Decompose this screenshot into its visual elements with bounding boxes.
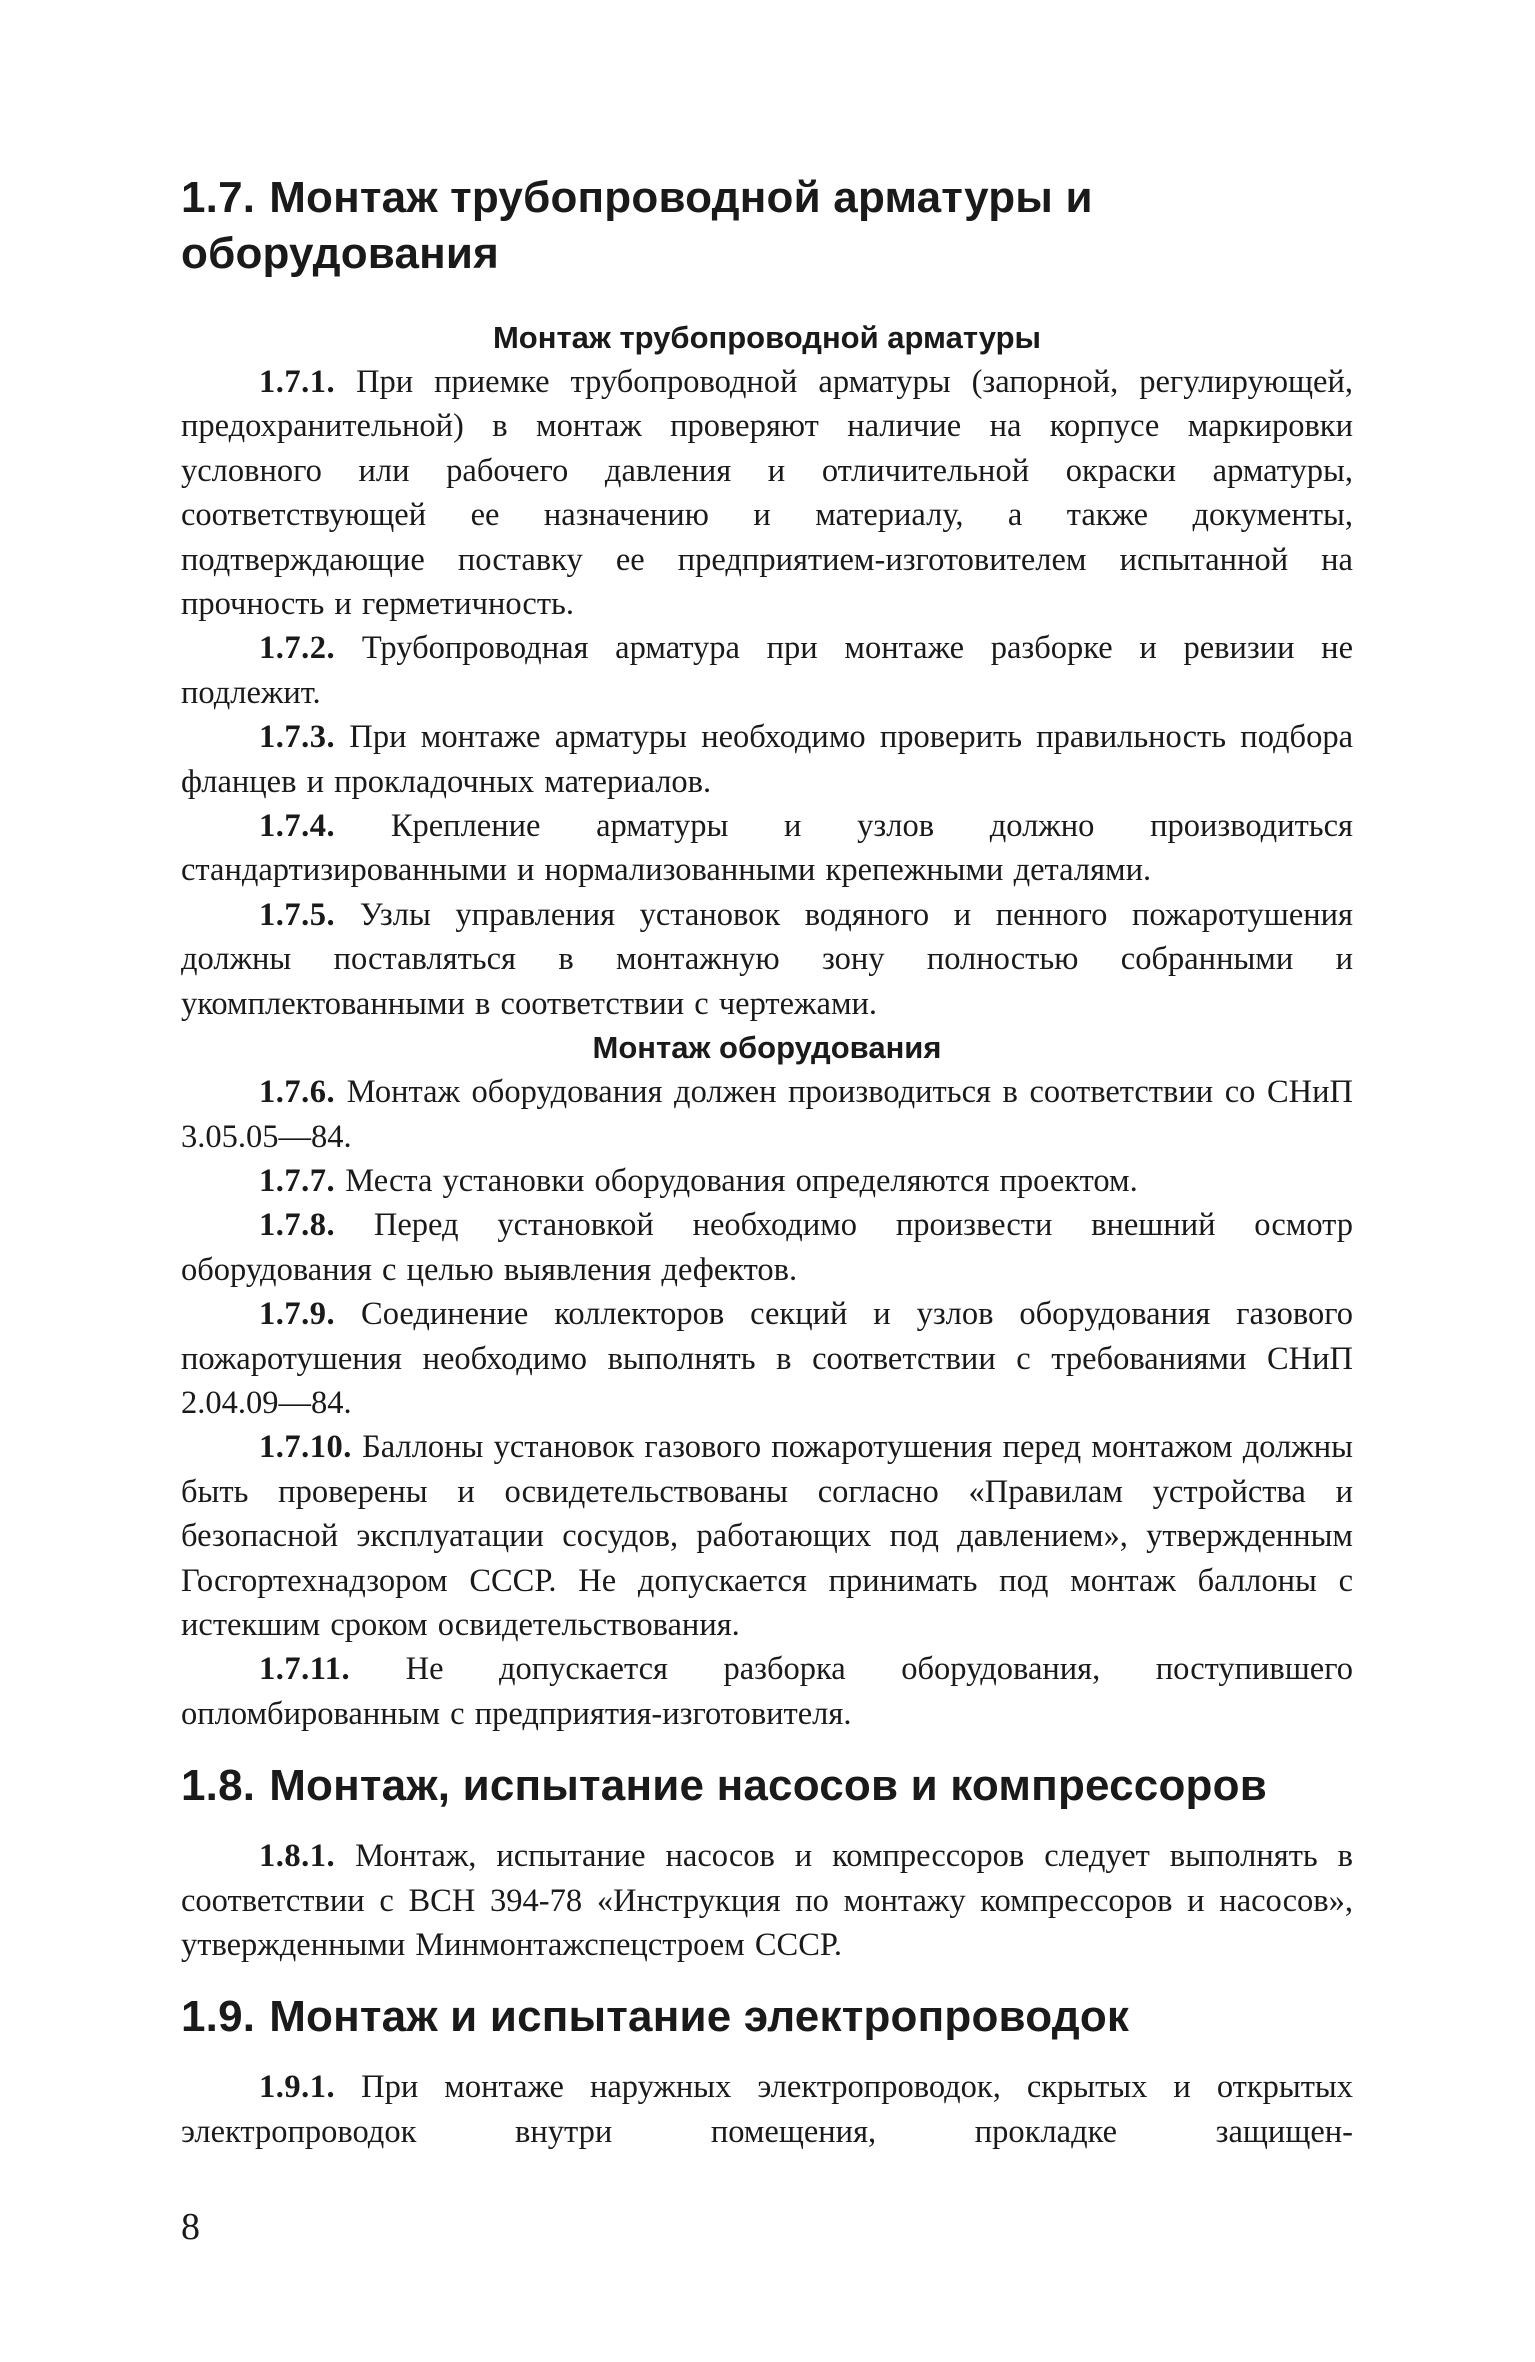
subheading-fittings: Монтаж трубопроводной арматуры <box>492 320 1042 355</box>
paragraph-text: Перед установкой необходимо произвести внешний осмотр оборудования с целью выявления дефектов. <box>181 1207 1353 1288</box>
paragraph-1-7-2 <box>181 626 1353 715</box>
paragraph-text: При монтаже арматуры необходимо проверить правильность подбора фланцев и прокладочных материалов. <box>181 719 1354 800</box>
paragraph-number: 1.7.4. <box>259 808 336 845</box>
section-title: Монтаж, испытание насосов и компрессоров <box>269 1761 1267 1811</box>
paragraph-1-7-9 <box>181 1292 1353 1425</box>
section-title: Монтаж и испытание электропроводок <box>269 1992 1130 2042</box>
paragraph-text: Не допускается разборка оборудования, поступившего опломбированным с предприятия-изготовителя. <box>181 1651 1353 1732</box>
paragraph-text: Баллоны установок газового пожаротушения перед монтажом должны быть проверены и освидетельствованы согласно «Правилам устройства и безопасной эксплуатации сосудов, работающих под давлением», утвержденным Госгортехнадзором СССР. Не допускается принимать под монтаж баллоны с истекшим сроком освидетельствования. <box>181 1429 1353 1643</box>
paragraph-text: При приемке трубопроводной арматуры (запорной, регулирующей, предохранительной) в монтаж проверяют наличие на корпусе маркировки условного или рабочего давления и отличительной окраски арматуры, соответствующей ее назначению и материалу, а также документы, подтверждающие поставку ее предприятием-изготовителем испытанной на прочность и герметичность. <box>181 364 1353 623</box>
paragraph-1-7-11 <box>181 1647 1353 1736</box>
paragraph-1-7-10 <box>181 1425 1353 1647</box>
paragraph-number: 1.7.3. <box>259 719 336 756</box>
paragraph-1-7-6 <box>181 1070 1353 1159</box>
paragraph-number: 1.7.5. <box>259 896 336 933</box>
paragraph-text: Монтаж, испытание насосов и компрессоров следует выполнять в соответствии с ВСН 394-78 «Инструкция по монтажу компрессоров и насосов», утвержденными Минмонтажспецстроем СССР. <box>181 1838 1353 1963</box>
page-number: 8 <box>181 2206 200 2248</box>
paragraph-number: 1.7.6. <box>259 1074 336 1111</box>
paragraph-number: 1.7.1. <box>259 364 336 400</box>
paragraph-1-7-5 <box>181 893 1353 1026</box>
paragraph-1-7-7 <box>181 1159 1353 1203</box>
paragraph-number: 1.8.1. <box>259 1838 336 1875</box>
section-number: 1.9. <box>181 1992 256 2042</box>
paragraph-1-9-1 <box>181 2065 1353 2154</box>
paragraph-text: Крепление арматуры и узлов должно производиться стандартизированными и нормализованными крепежными деталями. <box>181 808 1353 889</box>
paragraph-number: 1.7.8. <box>259 1207 336 1244</box>
paragraph-text: Соединение коллекторов секций и узлов оборудования газового пожаротушения необходимо выполнять в соответствии с требованиями СНиП 2.04.09—84. <box>181 1296 1353 1421</box>
subheading-equipment: Монтаж оборудования <box>592 1030 942 1066</box>
paragraph-text: При монтаже наружных электропроводок, скрытых и открытых электропроводок внутри помещения, прокладке защищен- <box>181 2069 1354 2150</box>
paragraph-number: 1.7.7. <box>259 1162 336 1199</box>
paragraph-1-7-8 <box>181 1203 1353 1292</box>
page-body <box>181 170 1353 2154</box>
paragraph-text: Места установки оборудования определяются проектом. <box>345 1162 1138 1199</box>
paragraph-1-8-1 <box>181 1834 1353 1967</box>
paragraph-text: Узлы управления установок водяного и пенного пожаротушения должны поставляться в монтажную зону полностью собранными и укомплектованными в соответствии с чертежами. <box>181 896 1353 1022</box>
paragraph-number: 1.7.11. <box>259 1651 351 1688</box>
paragraph-text: Монтаж оборудования должен производиться в соответствии со СНиП 3.05.05—84. <box>181 1074 1354 1155</box>
paragraph-1-7-1 <box>181 360 1353 626</box>
section-number: 1.8. <box>181 1761 256 1811</box>
paragraph-1-7-4 <box>181 804 1353 893</box>
paragraph-number: 1.9.1. <box>259 2069 336 2106</box>
paragraph-number: 1.7.9. <box>259 1296 336 1333</box>
section-1-9-heading <box>181 1989 1353 2045</box>
paragraph-1-7-3 <box>181 715 1353 804</box>
paragraph-number: 1.7.10. <box>259 1429 352 1466</box>
section-1-8-heading <box>181 1758 1353 1814</box>
paragraph-number: 1.7.2. <box>259 630 336 667</box>
section-title: Монтаж трубопроводной арматуры и оборудования <box>181 173 1093 278</box>
section-1-7-heading <box>181 170 1353 282</box>
paragraph-text: Трубопроводная арматура при монтаже разборке и ревизии не подлежит. <box>181 630 1353 711</box>
section-number: 1.7. <box>181 173 256 222</box>
